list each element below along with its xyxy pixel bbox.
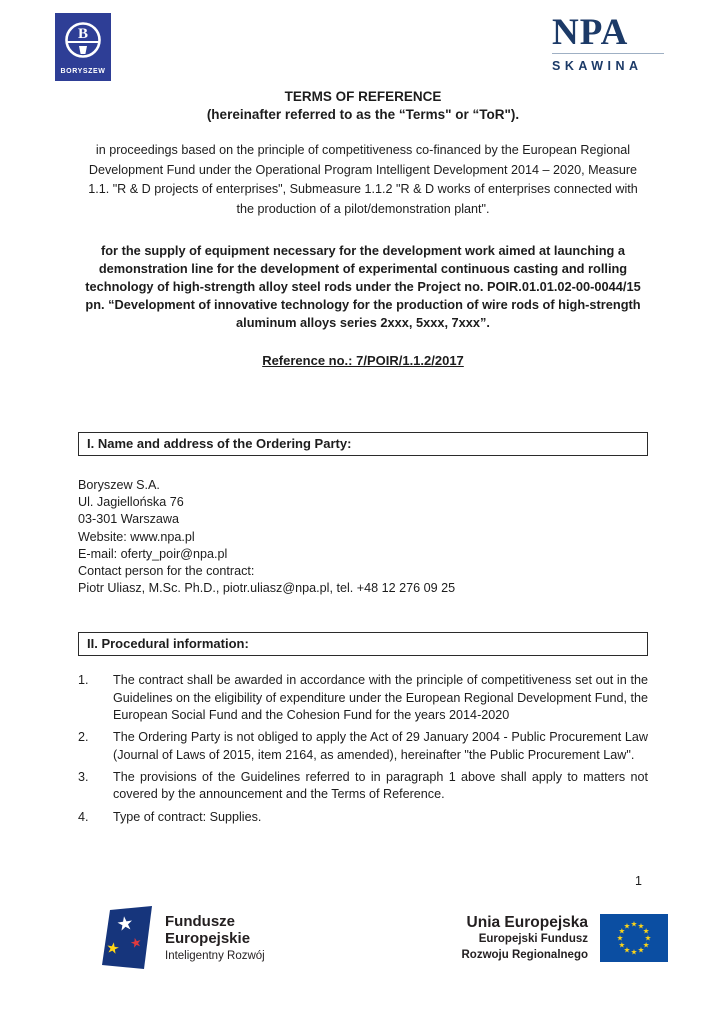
fundusze-subtitle: Inteligentny Rozwój: [165, 950, 265, 962]
list-item-text: The provisions of the Guidelines referred to in paragraph 1 above shall apply to matters not covered by the announcement and the Terms of Reference.: [113, 769, 648, 802]
boryszew-logo-caption: BORYSZEW: [60, 68, 106, 75]
npa-logo-wordmark: NPA: [552, 12, 629, 53]
list-item-number: 2.: [78, 730, 89, 745]
section2-heading: II. Procedural information:: [87, 636, 249, 652]
eu-subtitle-line1: Europejski Fundusz: [478, 933, 588, 945]
svg-text:★: ★: [623, 921, 631, 931]
fundusze-title-line1: Fundusze: [165, 913, 235, 930]
fundusze-title-line2: Europejskie: [165, 929, 251, 947]
section1-heading-box: [78, 432, 648, 456]
address-email: E-mail: oferty_poir@npa.pl: [78, 546, 228, 561]
eu-subtitle-line2: Rozwoju Regionalnego: [461, 948, 588, 961]
svg-text:★: ★: [642, 940, 650, 950]
svg-text:★: ★: [104, 939, 121, 959]
list-item: [78, 809, 648, 826]
reference-number: Reference no.: 7/POIR/1.1.2/2017: [262, 353, 464, 368]
svg-text:★: ★: [618, 926, 626, 936]
svg-text:★: ★: [115, 912, 136, 937]
svg-text:★: ★: [618, 940, 626, 950]
svg-text:★: ★: [637, 945, 645, 955]
unia-europejska-logo: [462, 914, 669, 962]
svg-text:★: ★: [623, 945, 631, 955]
svg-text:★: ★: [630, 919, 638, 929]
eu-flag-icon: [600, 914, 668, 962]
list-item-number: 1.: [78, 673, 89, 688]
npa-logo-rule: [552, 53, 664, 54]
fundusze-logo-text: [165, 914, 265, 962]
svg-text:★: ★: [637, 921, 645, 931]
address-contact-person: Piotr Uliasz, M.Sc. Ph.D., piotr.uliasz@npa.pl, tel. +48 12 276 09 25: [78, 581, 456, 596]
svg-text:★: ★: [644, 933, 652, 943]
npa-logo-subtitle: SKAWINA: [552, 59, 643, 73]
list-item-text: Type of contract: Supplies.: [113, 809, 262, 824]
list-item-text: The Ordering Party is not obliged to apply the Act of 29 January 2004 - Public Procurement Law (Journal of Laws of 2015, item 2164, as amended), hereinafter "the Public Procurement Law".: [113, 730, 648, 762]
footer: [95, 903, 668, 973]
list-item-number: 4.: [78, 809, 89, 824]
address-street: Ul. Jagiellońska 76: [78, 495, 184, 510]
document-body: [78, 88, 648, 831]
address-company: Boryszew S.A.: [78, 478, 160, 492]
svg-text:★: ★: [642, 926, 650, 936]
list-item: [78, 769, 648, 804]
eu-logo-text: [462, 914, 589, 962]
list-item: [78, 729, 648, 764]
boryszew-emblem-letter: B: [77, 26, 89, 42]
header: [55, 13, 670, 81]
section2-heading-box: [78, 632, 648, 656]
document-title: [78, 88, 648, 124]
fundusze-flag-icon: [95, 903, 155, 973]
ordering-party-address: [78, 477, 648, 597]
document-title-line1: TERMS OF REFERENCE: [284, 89, 442, 104]
page-number: 1: [635, 874, 642, 888]
address-contact-label: Contact person for the contract:: [78, 564, 255, 579]
list-item: [78, 672, 648, 724]
list-item-number: 3.: [78, 769, 89, 784]
intro-paragraph: in proceedings based on the principle of competitiveness co-financed by the European Regional Development Fund under the Operational Program Intelligent Development 2014 – 2020, Measure 1.1. "R & D projects of enterprises", Submeasure 1.1.2 "R & D works of enterprises connected with the production of a pilot/demonstration plant".: [88, 143, 638, 216]
list-item-text: The contract shall be awarded in accordance with the principle of competitiveness set out in the Guidelines on the eligibility of expenditure under the European Regional Development Fund, the European Social Fund and the Cohesion Fund for the years 2014-2020: [113, 673, 648, 723]
address-website: Website: www.npa.pl: [78, 529, 195, 544]
eu-title: Unia Europejska: [466, 914, 588, 931]
procedural-list: [78, 672, 648, 825]
subject-paragraph: for the supply of equipment necessary for the development work aimed at launching a demonstration line for the development of experimental continuous casting and rolling technology of high-strength alloy steel rods under the Project no. POIR.01.01.02-00-0044/15 pn. “Development of innovative technology for the production of wire rods of high-strength aluminum alloys series 2xxx, 5xxx, 7xxx”.: [85, 243, 641, 330]
npa-logo: [552, 12, 670, 73]
document-title-line2: (hereinafter referred to as the “Terms" or “ToR").: [206, 107, 520, 122]
section1-heading: I. Name and address of the Ordering Party:: [87, 436, 352, 451]
svg-text:★: ★: [630, 947, 638, 957]
svg-text:★: ★: [128, 933, 144, 952]
fundusze-europejskie-logo: [95, 903, 265, 973]
svg-text:★: ★: [616, 933, 624, 943]
boryszew-logo-icon: [55, 13, 111, 81]
address-city: 03-301 Warszawa: [78, 512, 180, 527]
